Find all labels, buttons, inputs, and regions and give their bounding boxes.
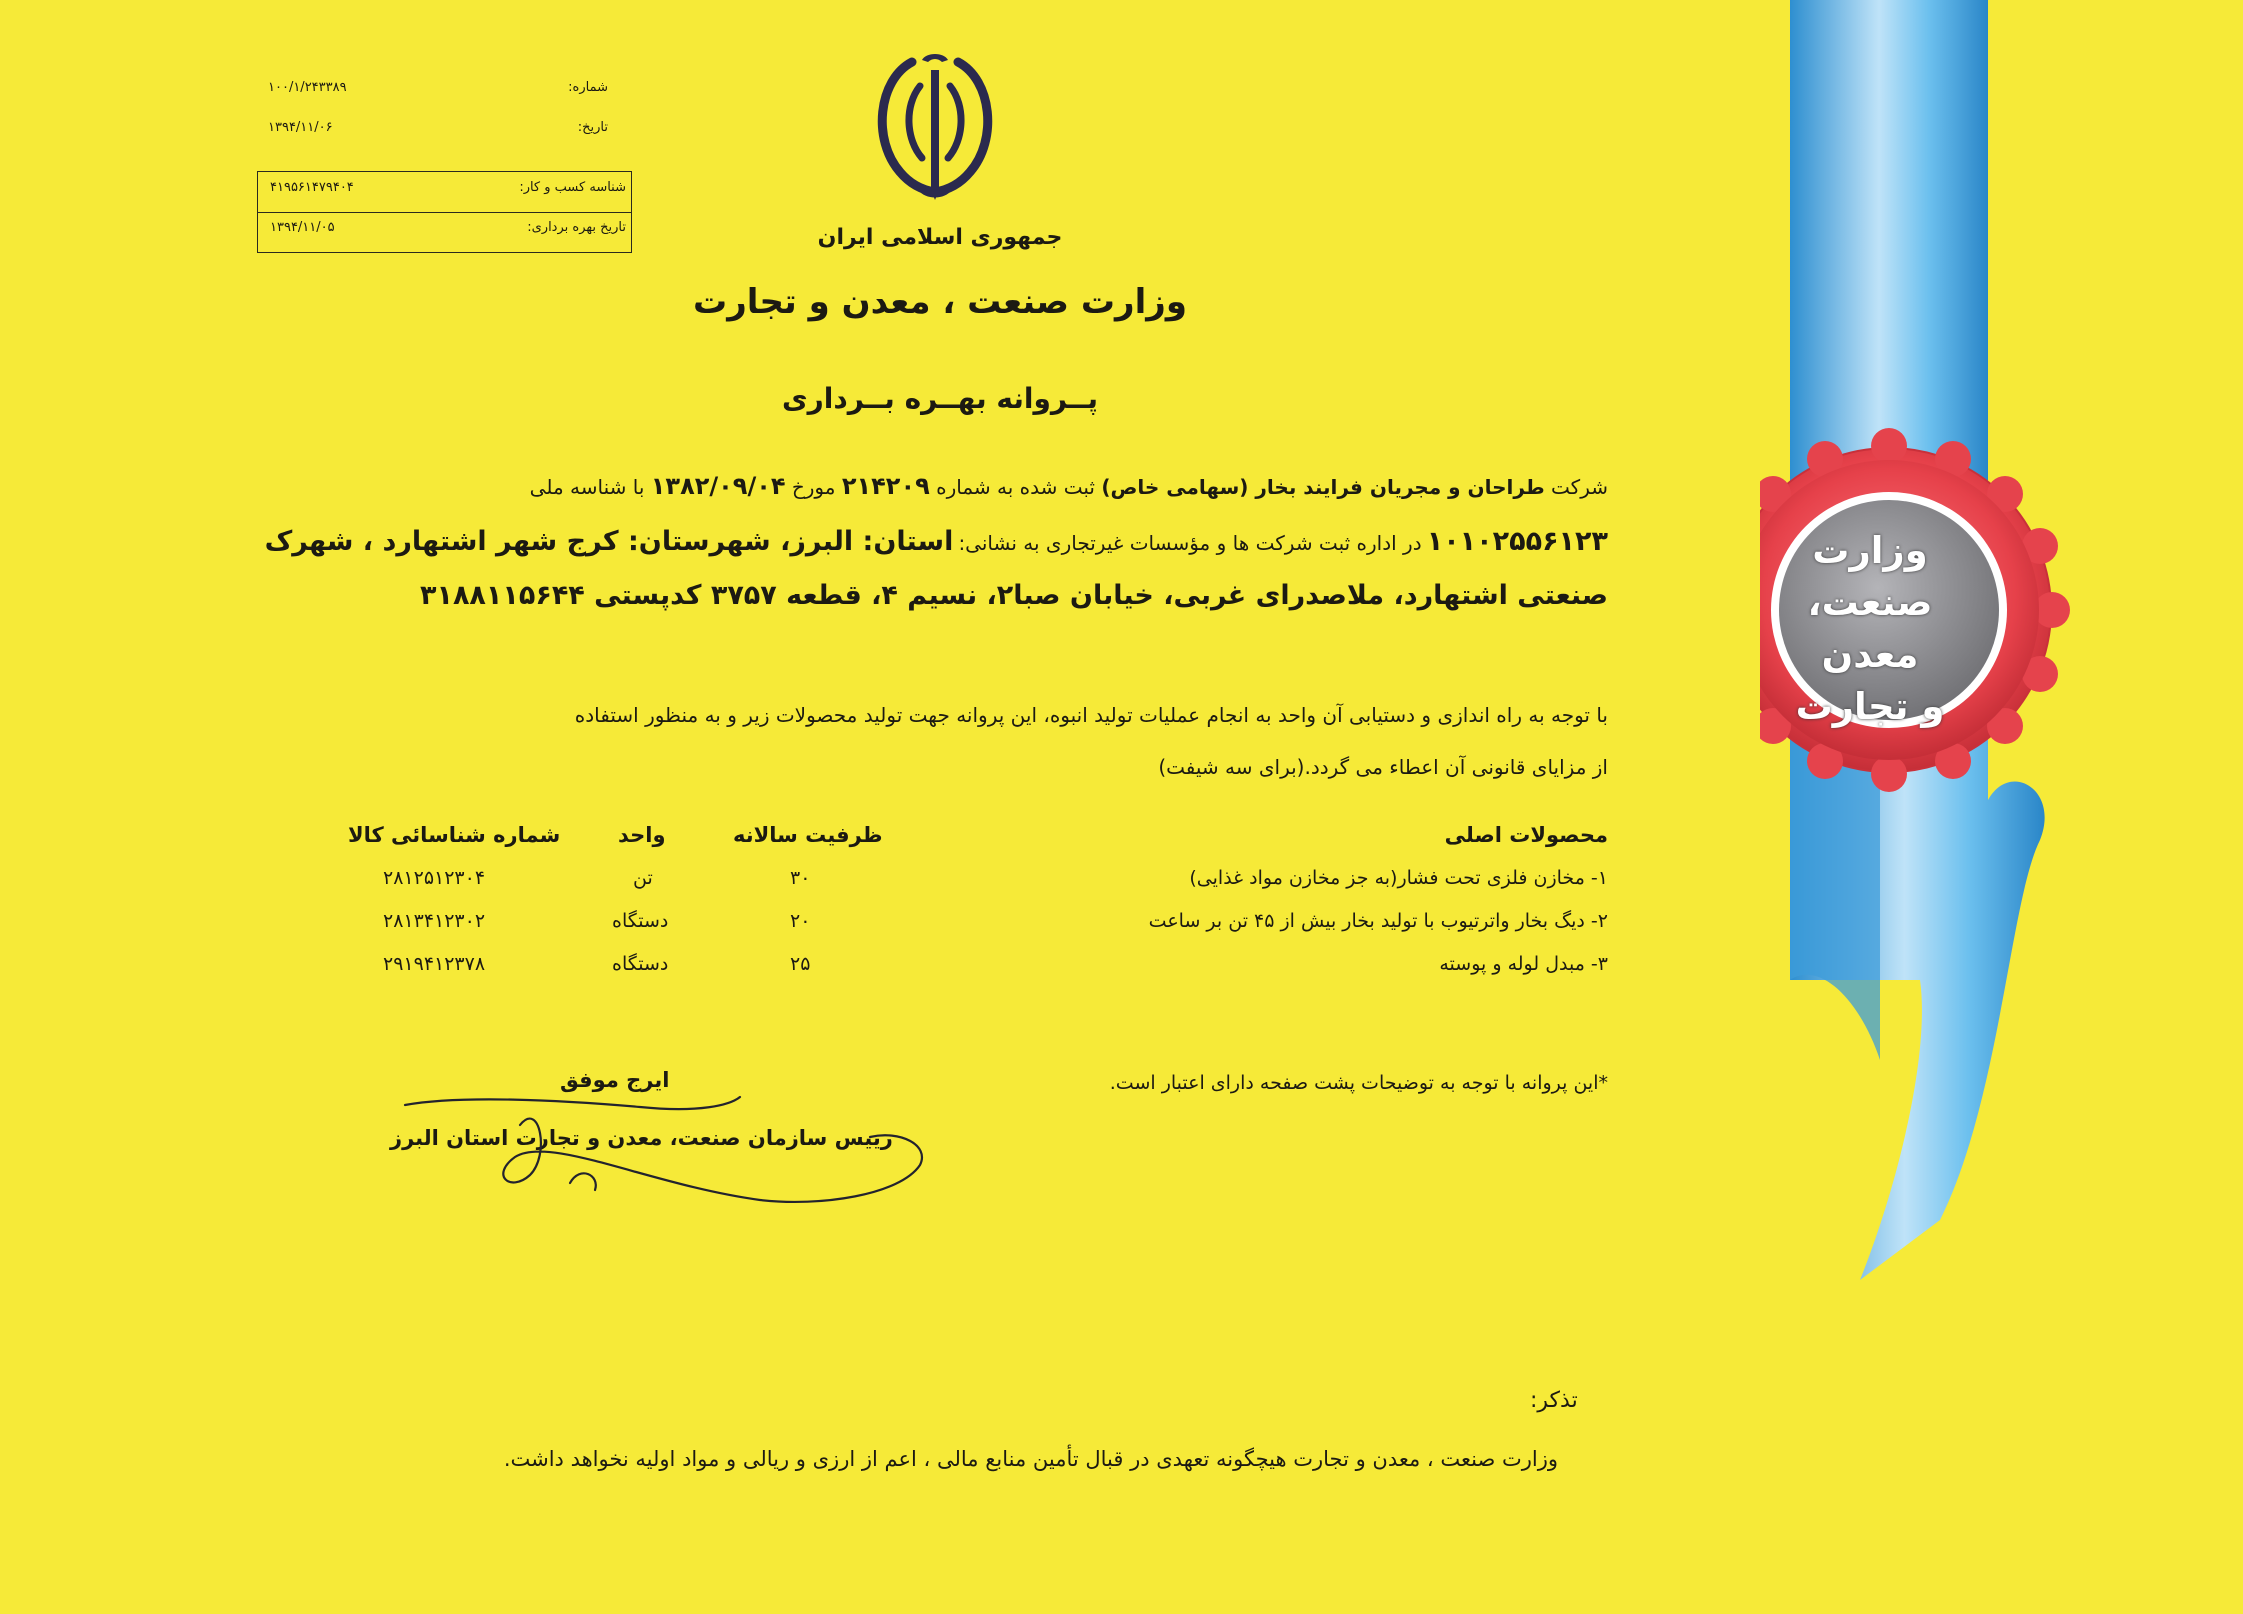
product-name: ۲- دیگ بخار واترتیوب با تولید بخار بیش از ۴۵ تن بر ساعت [1148, 910, 1608, 932]
signatory-title: رییس سازمان صنعت، معدن و تجارت استان البرز [390, 1126, 893, 1150]
col-header-product: محصولات اصلی [1444, 823, 1608, 847]
number-value: ۱۰۰/۱/۲۴۳۳۸۹ [268, 80, 347, 95]
registration-number: ۲۱۴۲۰۹ [841, 472, 930, 500]
date-row [268, 120, 608, 140]
note-heading: تذکر: [1530, 1388, 1578, 1413]
validity-footnote: *این پروانه با توجه به توضیحات پشت صفحه دارای اعتبار است. [1109, 1072, 1608, 1094]
seal-line-3: و تجارت [1795, 685, 1945, 728]
capacity-value: ۲۵ [790, 953, 811, 975]
business-id-value: ۴۱۹۵۶۱۴۷۹۴۰۴ [270, 180, 354, 195]
line1-mid: ثبت شده به شماره [936, 475, 1095, 499]
product-name: ۳- مبدل لوله و پوسته [1439, 953, 1608, 975]
product-name: ۱- مخازن فلزی تحت فشار(به جز مخازن مواد غذایی) [1189, 867, 1608, 889]
code-value: ۲۸۱۲۵۱۲۳۰۴ [383, 867, 486, 889]
line1-prefix: شرکت [1551, 475, 1608, 499]
operation-date-row [270, 220, 626, 240]
line1-mid2: مورخ [791, 475, 836, 499]
unit-value: تن [633, 867, 653, 889]
address-part-1: استان: البرز، شهرستان: کرج شهر اشتهارد ، شهرک [264, 526, 954, 557]
grant-line-1: با توجه به راه اندازی و دستیابی آن واحد به انجام عملیات تولید انبوه، این پروانه جهت تولید محصولات زیر و به منظور استفاده [574, 703, 1608, 727]
grant-line-2: از مزایای قانونی آن اعطاء می گردد.(برای سه شیفت) [1158, 755, 1608, 779]
operation-date-value: ۱۳۹۴/۱۱/۰۵ [270, 220, 335, 235]
company-line-2 [264, 526, 1608, 557]
date-label: تاریخ: [577, 120, 608, 135]
unit-value: دستگاه [612, 910, 669, 932]
ministry-ribbon-seal [1760, 0, 2090, 1614]
number-row [268, 80, 608, 100]
company-line-1 [278, 472, 1608, 500]
col-header-code: شماره شناسائی کالا [348, 823, 561, 847]
capacity-value: ۲۰ [790, 910, 811, 932]
operation-date-label: تاریخ بهره برداری: [527, 220, 626, 235]
box-divider [258, 212, 631, 213]
col-header-capacity: ظرفیت سالانه [733, 823, 883, 847]
signatory-name: ایرج موفق [560, 1068, 670, 1092]
note-text: وزارت صنعت ، معدن و تجارت هیچگونه تعهدی در قبال تأمین منابع مالی ، اعم از ارزی و ریالی و مواد اولیه نخواهد داشت. [503, 1447, 1558, 1471]
iran-emblem-icon [860, 40, 1010, 210]
national-id: ۱۰۱۰۲۵۵۶۱۲۳ [1426, 526, 1608, 557]
capacity-value: ۳۰ [790, 867, 811, 889]
seal-line-2: صنعت، معدن [1807, 581, 1933, 676]
business-id-row [270, 180, 626, 200]
code-value: ۲۸۱۳۴۱۲۳۰۲ [383, 910, 486, 932]
line2-mid: در اداره ثبت شرکت ها و مؤسسات غیرتجاری به نشانی: [958, 531, 1422, 555]
registration-date: ۱۳۸۲/۰۹/۰۴ [650, 472, 786, 500]
number-label: شماره: [568, 80, 608, 95]
line1-suffix: با شناسه ملی [529, 475, 645, 499]
handwritten-signature [400, 1065, 940, 1225]
republic-heading: جمهوری اسلامی ایران [817, 225, 1063, 250]
address-part-2: صنعتی اشتهارد، ملاصدرای غربی، خیابان صبا۲، نسیم ۴، قطعه ۳۷۵۷ کدپستی ۳۱۸۸۱۱۵۶۴۴ [419, 580, 1608, 611]
date-value: ۱۳۹۴/۱۱/۰۶ [268, 120, 333, 135]
col-header-unit: واحد [618, 823, 666, 847]
seal-text [1785, 525, 1955, 733]
license-title: پــروانه بهــره بــرداری [782, 382, 1098, 415]
code-value: ۲۹۱۹۴۱۲۳۷۸ [383, 953, 486, 975]
business-id-label: شناسه کسب و کار: [519, 180, 626, 195]
ministry-heading: وزارت صنعت ، معدن و تجارت [693, 282, 1187, 322]
company-name: طراحان و مجریان فرایند بخار (سهامی خاص) [1101, 475, 1545, 499]
seal-line-1: وزارت [1812, 529, 1928, 572]
unit-value: دستگاه [612, 953, 669, 975]
